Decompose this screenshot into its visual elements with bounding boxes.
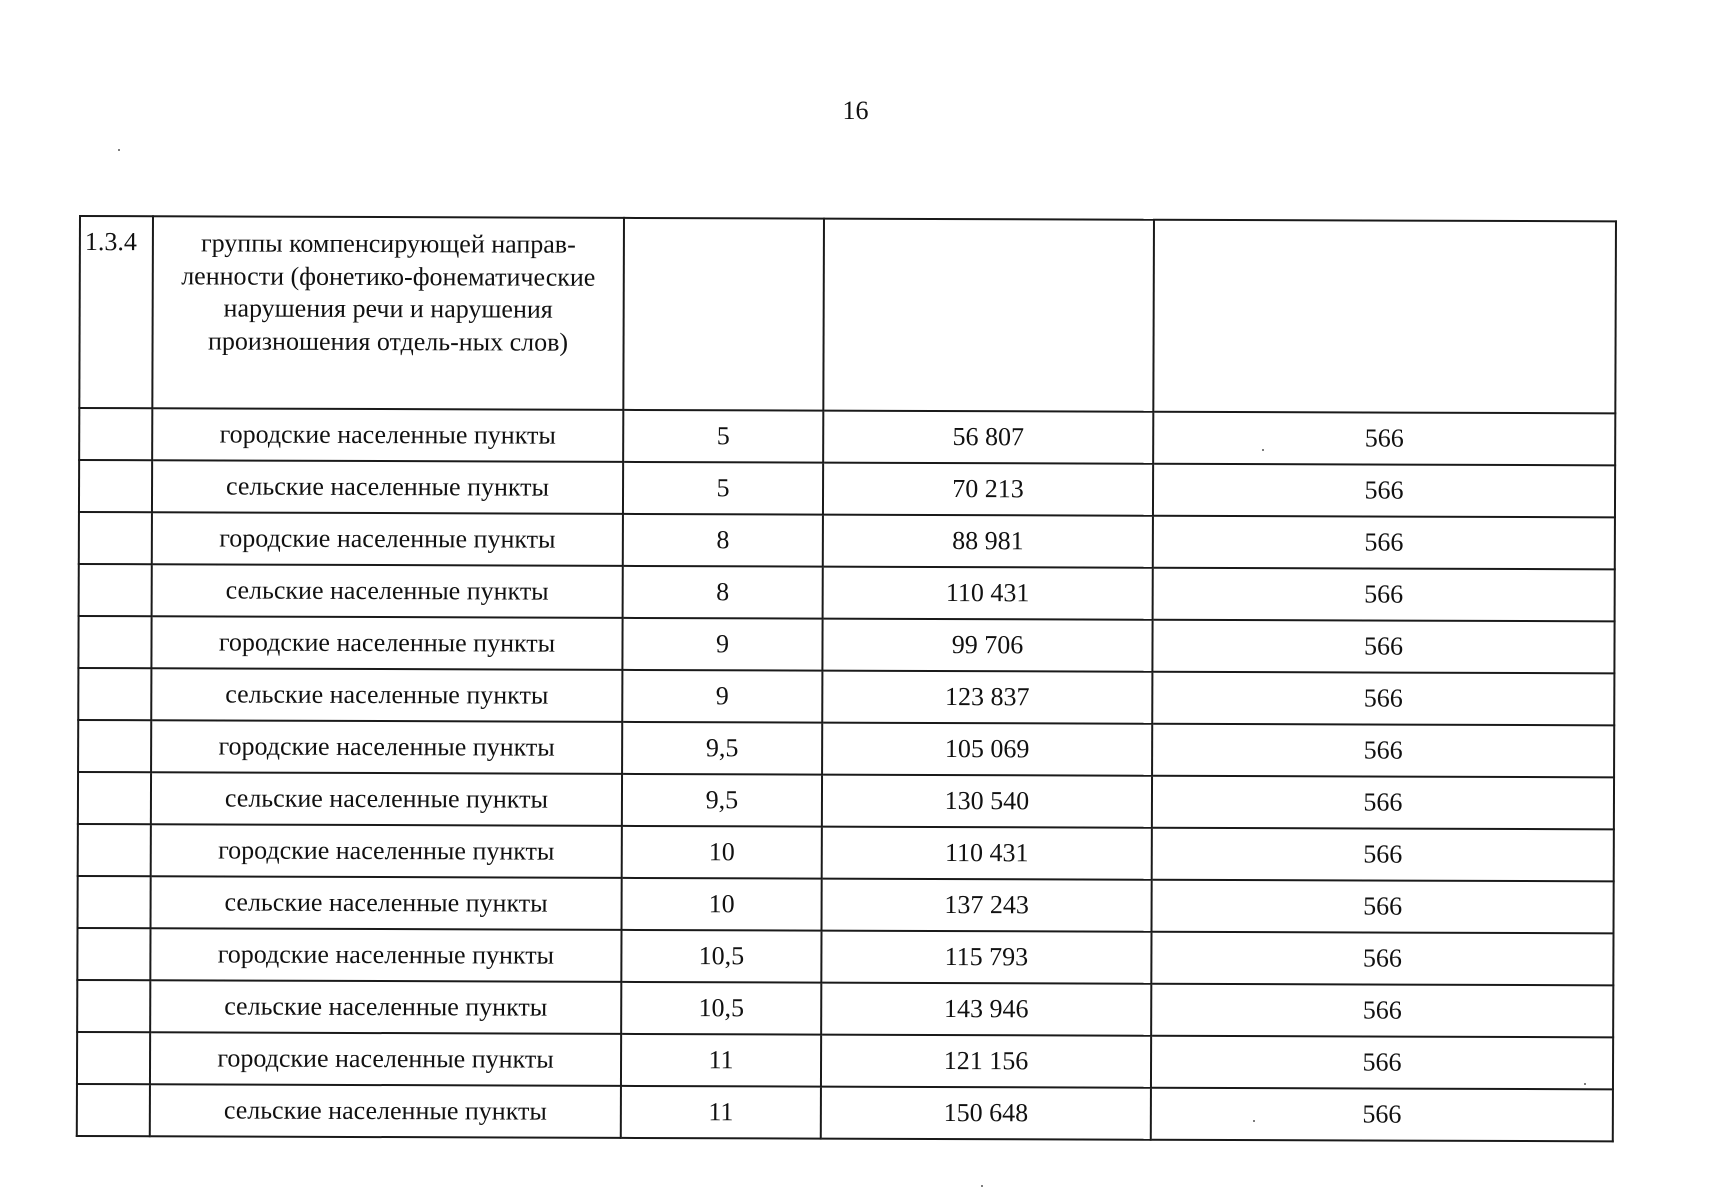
settlement-type-cell: городские населенные пункты <box>151 616 622 670</box>
scan-speck <box>118 149 120 151</box>
rate-cell: 8 <box>623 566 823 619</box>
scan-speck <box>1253 1120 1255 1122</box>
settlement-type-cell: сельские населенные пункты <box>151 668 622 722</box>
table-row <box>79 512 1615 569</box>
scan-speck <box>1262 449 1264 451</box>
norm-cell: 566 <box>1152 620 1614 674</box>
rate-cell: 9,5 <box>622 722 822 775</box>
rate-cell: 11 <box>621 1034 821 1087</box>
settlement-type-cell: городские населенные пункты <box>150 1032 621 1086</box>
sum-cell: 143 946 <box>821 983 1151 1036</box>
sum-cell: 121 156 <box>821 1035 1151 1088</box>
code-cell <box>78 668 151 720</box>
table-row <box>78 772 1614 829</box>
rate-cell: 10 <box>622 826 822 879</box>
sum-cell: 99 706 <box>822 619 1152 672</box>
section-title: группы компенсирующей направ-ленности (фонетико-фонематические нарушения речи и нарушения произношения отдель-ных слов) <box>152 216 624 410</box>
table-row <box>78 720 1614 777</box>
rate-cell: 9 <box>622 670 822 723</box>
settlement-type-cell: сельские населенные пункты <box>152 460 623 514</box>
sum-cell: 110 431 <box>822 827 1152 880</box>
section-code: 1.3.4 <box>79 216 153 408</box>
sum-cell: 56 807 <box>823 411 1153 464</box>
code-cell <box>77 1084 150 1136</box>
table-row <box>78 824 1614 881</box>
norm-cell: 566 <box>1153 464 1615 518</box>
table-row <box>77 928 1613 985</box>
code-cell <box>77 980 150 1032</box>
rate-cell: 5 <box>623 410 823 463</box>
code-cell <box>78 772 151 824</box>
table-row <box>79 564 1615 621</box>
code-cell <box>79 460 152 512</box>
rate-cell: 9 <box>622 618 822 671</box>
norm-cell: 566 <box>1152 776 1614 830</box>
settlement-type-cell: сельские населенные пункты <box>150 980 621 1034</box>
rate-cell: 10,5 <box>621 982 821 1035</box>
norm-cell: 566 <box>1152 672 1614 726</box>
sum-cell: 150 648 <box>821 1087 1151 1140</box>
norms-table <box>76 215 1617 1142</box>
norm-cell: 566 <box>1153 568 1615 622</box>
settlement-type-cell: городские населенные пункты <box>150 928 621 982</box>
rate-cell: 10 <box>622 878 822 931</box>
settlement-type-cell: сельские населенные пункты <box>151 772 622 826</box>
norm-cell: 566 <box>1151 1088 1613 1142</box>
code-cell <box>78 824 151 876</box>
code-cell <box>78 616 151 668</box>
table-row <box>79 460 1615 517</box>
sum-cell: 115 793 <box>821 931 1151 984</box>
sum-cell: 110 431 <box>823 567 1153 620</box>
sum-cell: 137 243 <box>822 879 1152 932</box>
norm-cell: 566 <box>1153 412 1615 466</box>
settlement-type-cell: городские населенные пункты <box>151 824 622 878</box>
rate-cell: 11 <box>621 1086 821 1139</box>
code-cell <box>79 512 152 564</box>
norm-cell: 566 <box>1151 1036 1613 1090</box>
section-rate-cell <box>623 218 824 411</box>
table-row <box>77 1032 1613 1089</box>
sum-cell: 88 981 <box>823 515 1153 568</box>
code-cell <box>78 720 151 772</box>
table-row <box>79 408 1615 465</box>
code-cell <box>79 408 152 460</box>
scan-speck <box>981 1185 983 1187</box>
settlement-type-cell: городские населенные пункты <box>152 408 623 462</box>
rate-cell: 8 <box>623 514 823 567</box>
norm-cell: 566 <box>1151 984 1613 1038</box>
scan-speck <box>1584 1083 1586 1085</box>
page-number: 16 <box>842 96 869 125</box>
sum-cell: 123 837 <box>822 671 1152 724</box>
table-row <box>77 1084 1613 1141</box>
table-row <box>78 616 1614 673</box>
sum-cell: 130 540 <box>822 775 1152 828</box>
code-cell <box>77 928 150 980</box>
table-row <box>78 668 1614 725</box>
sum-cell: 70 213 <box>823 463 1153 516</box>
settlement-type-cell: городские населенные пункты <box>152 512 623 566</box>
settlement-type-cell: сельские населенные пункты <box>150 1084 621 1138</box>
rate-cell: 10,5 <box>621 930 821 983</box>
norm-cell: 566 <box>1152 880 1614 934</box>
code-cell <box>79 564 152 616</box>
settlement-type-cell: сельские населенные пункты <box>151 876 622 930</box>
table-body <box>77 216 1616 1141</box>
settlement-type-cell: городские населенные пункты <box>151 720 622 774</box>
code-cell <box>77 1032 150 1084</box>
code-cell <box>78 876 151 928</box>
rate-cell: 5 <box>623 462 823 515</box>
sum-cell: 105 069 <box>822 723 1152 776</box>
norm-cell: 566 <box>1152 724 1614 778</box>
section-sum-cell <box>823 219 1154 412</box>
norm-cell: 566 <box>1151 932 1613 986</box>
table-row <box>78 876 1614 933</box>
table-row <box>77 980 1613 1037</box>
settlement-type-cell: сельские населенные пункты <box>152 564 623 618</box>
norm-cell: 566 <box>1153 516 1615 570</box>
section-norm-cell <box>1153 220 1616 414</box>
norm-cell: 566 <box>1152 828 1614 882</box>
rate-cell: 9,5 <box>622 774 822 827</box>
table-section-row <box>79 216 1616 413</box>
